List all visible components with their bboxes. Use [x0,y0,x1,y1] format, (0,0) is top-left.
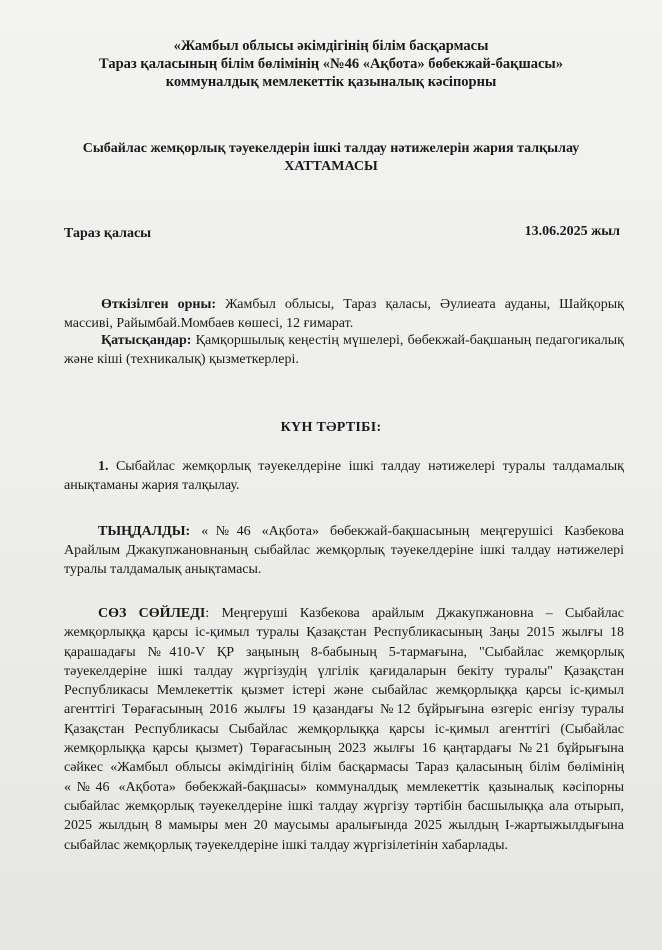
agenda-item [64,457,624,495]
participants-label: Қатысқандар: [101,333,192,348]
place-label: Өткізілген орны: [101,297,217,312]
header-line-3: коммуналдық мемлекеттік қазыналық кәсіпорны [165,74,497,90]
heard-label: ТЫҢДАЛДЫ: [98,524,191,539]
city-label: Тараз қаласы [64,226,152,241]
participants-paragraph [64,331,624,369]
header-line-1: «Жамбыл облысы әкімдігінің білім басқармасы [173,38,489,54]
title-line-1: Сыбайлас жемқорлық тәуекелдерін ішкі талдау нәтижелерін жария талқылау [82,141,580,156]
agenda-item-number: 1. [98,459,109,474]
heard-paragraph [64,522,624,579]
participants-text: Қамқоршылық кеңестің мүшелері, бөбекжай-бақшаның педагогикалық және кіші (техникалық) қызметкерлері. [64,333,624,367]
title-line-2: ХАТТАМАСЫ [284,159,378,174]
organization-header [60,37,602,91]
document-date: 13.06.2025 жыл [524,224,620,239]
place-text: Жамбыл облысы, Тараз қаласы, Әулиеата ауданы, Шайқорық массиві, Райымбай.Момбаев көшесі, 12 ғимарат. [64,297,624,331]
agenda-title: КҮН ТӘРТІБІ: [280,420,382,435]
place-paragraph [64,295,624,333]
heard-text: «№46 «Ақбота» бөбекжай-бақшасының меңгерушісі Казбекова Арайлым Джакупжановнаның сыбайлас жемқорлық тәуекелдеріне ішкі талдау нәтижелері туралы талдамалық анықтамасы. [64,524,624,577]
spoke-text: : Меңгеруші Казбекова арайлым Джакупжановна – Сыбайлас жемқорлыққа қарсы іс-қимыл туралы Қазақстан Республикасының Заңы 2015 жылғы 18 қарашадағы №410-V ҚР заңының 8-бабының 5-тармағына, "Сыбайлас жемқорлық тәуекелдеріне ішкі талдау жүргізудің үлгілік қағидаларын бекіту туралы" Қазақстан Республикасы Мемлекеттік қызмет істері және сыбайлас жемқорлыққа қарсы іс-қимыл агенттігі Төрағасының 2016 жылғы 19 қазандағы №12 бұйрығына өзгеріс енгізу туралы Қазақстан Республикасы Сыбайлас жемқорлыққа қарсы іс-қимыл агенттігі (Сыбайлас жемқорлыққа қарсы қызмет) Төрағасының 2023 жылғы 16 қаңтардағы №21 бұйрығына сәйкес «Жамбыл облысы әкімдігінің білім басқармасы Тараз қаласының білім бөлімінің «№46 «Ақбота» бөбекжай-бақшасы» коммуналдық мемлекеттік қазыналық кәсіпорны сыбайлас жемқорлық тәуекелдеріне ішкі талдау жүргізу тәртібін басшылыққа ала отырып, 2025 жылдың 8 мамыры мен 20 маусымы аралығында 2025 жылдың І-жартыжылдығына сыбайлас жемқорлық тәуекелдеріне ішкі талдау жүргізілетінін хабарлады. [64,606,624,853]
agenda-item-text: Сыбайлас жемқорлық тәуекелдеріне ішкі талдау нәтижелері туралы талдамалық анықтаманы жария талқылау. [64,459,624,493]
spoke-label: СӨЗ СӨЙЛЕДІ [98,606,206,621]
document-title [40,140,622,176]
header-line-2: Тараз қаласының білім бөлімінің «№46 «Ақбота» бөбекжай-бақшасы» [99,56,563,72]
spoke-paragraph [64,604,624,855]
